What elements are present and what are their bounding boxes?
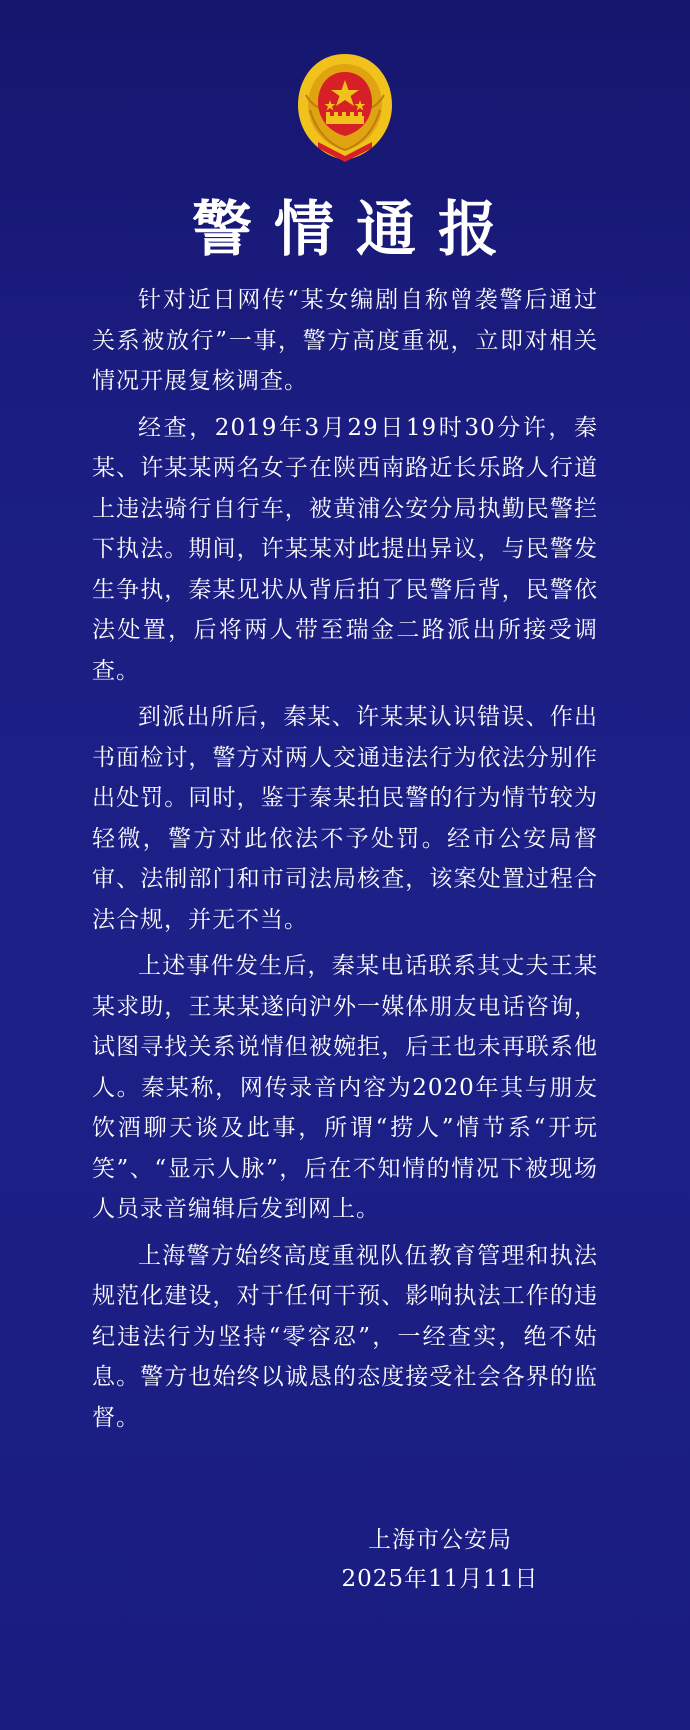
paragraph-4: 上述事件发生后，秦某电话联系其丈夫王某某求助，王某某遂向沪外一媒体朋友电话咨询，试图寻找关系说情但被婉拒，后王也未再联系他人。秦某称，网传录音内容为2020年其与朋友饮酒聊天谈及此事，所谓“捞人”情节系“开玩笑”、“显示人脉”，后在不知情的情况下被现场人员录音编辑后发到网上。 xyxy=(92,953,598,1222)
page-title: 警情通报 xyxy=(192,195,520,265)
police-emblem-icon xyxy=(288,50,402,164)
paragraph-3: 到派出所后，秦某、许某某认识错误、作出书面检讨，警方对两人交通违法行为依法分别作出处罚。同时，鉴于秦某拍民警的行为情节较为轻微，警方对此依法不予处罚。经市公安局督审、法制部门和市司法局核查，该案处置过程合法合规，并无不当。 xyxy=(92,704,598,933)
notice-body xyxy=(92,280,598,1444)
signature-date: 2025年11月11日 xyxy=(341,1566,539,1592)
signature-org: 上海市公安局 xyxy=(368,1527,512,1553)
paragraph-1: 针对近日网传“某女编剧自称曾袭警后通过关系被放行”一事，警方高度重视，立即对相关情况开展复核调查。 xyxy=(92,287,598,394)
paragraph-2: 经查，2019年3月29日19时30分许，秦某、许某某两名女子在陕西南路近长乐路人行道上违法骑行自行车，被黄浦公安分局执勤民警拦下执法。期间，许某某对此提出异议，与民警发生争执，秦某见状从背后拍了民警后背，民警依法处置，后将两人带至瑞金二路派出所接受调查。 xyxy=(92,414,598,684)
paragraph-5: 上海警方始终高度重视队伍教育管理和执法规范化建设，对于任何干预、影响执法工作的违纪违法行为坚持“零容忍”，一经查实，绝不姑息。警方也始终以诚恳的态度接受社会各界的监督。 xyxy=(92,1242,598,1431)
